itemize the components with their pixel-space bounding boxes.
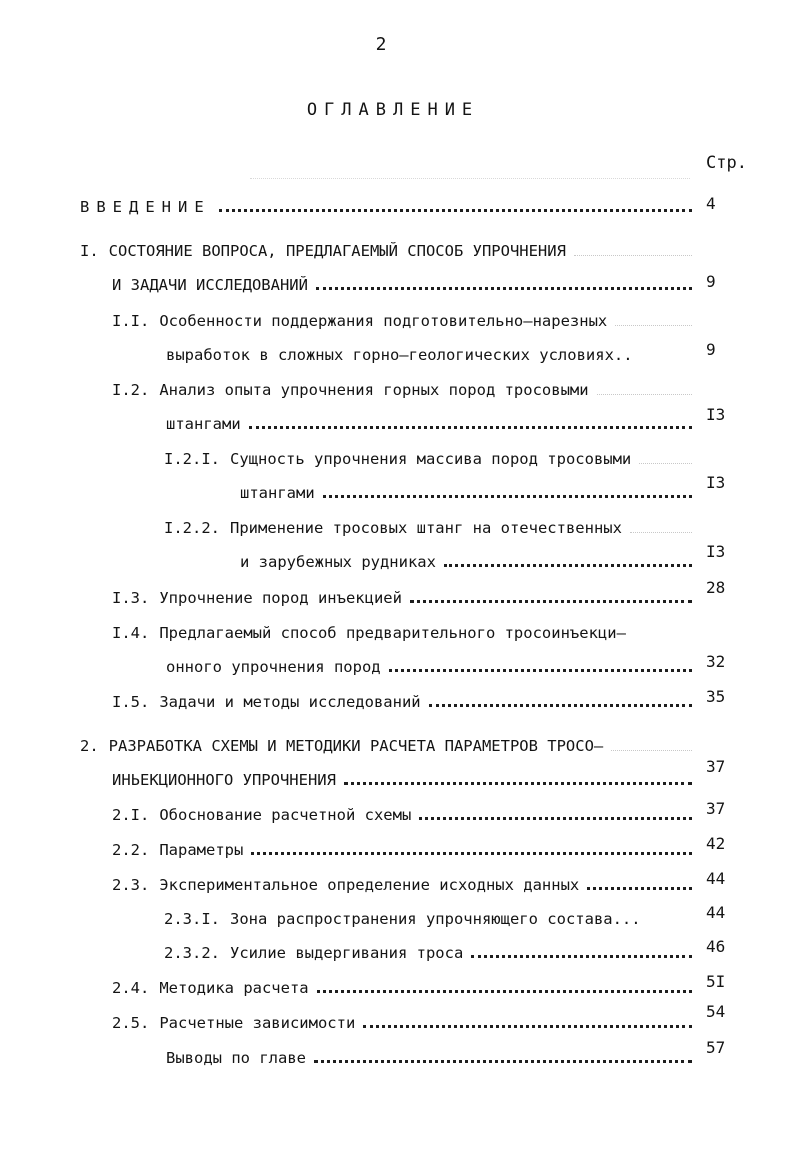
toc-entry-1-4-cont[interactable] [166, 654, 692, 676]
dot-leader [219, 201, 692, 212]
dot-leader [314, 1052, 692, 1063]
toc-page-number: 4 [706, 194, 716, 213]
toc-entry-text: Выводы по главе [166, 1049, 306, 1067]
dot-leader [410, 592, 692, 603]
toc-page-number: 46 [706, 937, 726, 956]
toc-page-number: 37 [706, 799, 726, 818]
toc-entry-number: 2.5. [112, 1014, 150, 1032]
toc-entry-text: Упрочнение пород инъекцией [159, 589, 402, 607]
toc-entry-text: Параметры [159, 841, 244, 859]
toc-entry-text: штангами [240, 484, 315, 502]
toc-entry-number: 2. [80, 737, 99, 755]
toc-entry-chapter-1[interactable] [80, 238, 692, 260]
dot-leader [419, 809, 692, 820]
toc-page-number: 28 [706, 578, 726, 597]
toc-entry-2-4[interactable] [112, 975, 692, 997]
toc-entry-1-2-2-cont[interactable] [240, 549, 692, 571]
toc-entry-text: штангами [166, 415, 241, 433]
toc-entry-1-2-2[interactable] [164, 515, 692, 537]
toc-entry-text: Задачи и методы исследований [159, 693, 421, 711]
toc-entry-text: Методика расчета [159, 979, 309, 997]
toc-entry-1-1[interactable] [112, 308, 692, 330]
toc-entry-conclusions[interactable] [166, 1045, 692, 1067]
dot-leader [344, 774, 692, 785]
toc-page-number: 9 [706, 340, 716, 359]
dot-leader [615, 317, 692, 326]
toc-entry-text: Экспериментальное определение исходных данных [159, 876, 580, 894]
toc-entry-chapter-2-cont[interactable] [112, 767, 692, 789]
toc-entry-number: I.I. [112, 312, 150, 330]
toc-entry-2-2[interactable] [112, 837, 692, 859]
toc-entry-1-4[interactable] [112, 620, 692, 642]
toc-entry-text: Предлагаемый способ предварительного тросоинъекци– [159, 624, 626, 642]
dot-leader [316, 279, 692, 290]
toc-entry-text: И ЗАДАЧИ ИССЛЕДОВАНИЙ [112, 276, 308, 294]
toc-entry-number: I. [80, 242, 99, 260]
toc-entry-text: ИНЬЕКЦИОННОГО УПРОЧНЕНИЯ [112, 771, 336, 789]
toc-entry-number: 2.4. [112, 979, 150, 997]
dot-leader [444, 556, 692, 567]
dot-leader [597, 386, 692, 395]
toc-entry-chapter-2[interactable] [80, 733, 692, 755]
toc-entry-2-1[interactable] [112, 802, 692, 824]
dot-leader [587, 879, 692, 890]
dot-leader [323, 487, 692, 498]
toc-entry-number: I.3. [112, 589, 150, 607]
toc-entry-chapter-1-cont[interactable] [112, 272, 692, 294]
toc-entry-1-5[interactable] [112, 689, 692, 711]
page-column-label: Стр. [706, 153, 747, 173]
toc-page-number: 54 [706, 1002, 726, 1021]
toc-entry-2-3-1[interactable] [164, 906, 692, 928]
toc-entry-number: 2.I. [112, 806, 150, 824]
toc-entry-text: Анализ опыта упрочнения горных пород тросовыми [159, 381, 589, 399]
toc-entry-text: СОСТОЯНИЕ ВОПРОСА, ПРЕДЛАГАЕМЫЙ СПОСОБ УПРОЧНЕНИЯ [108, 242, 566, 260]
toc-entry-text: онного упрочнения пород [166, 658, 381, 676]
dot-leader [471, 947, 692, 958]
page-number: 2 [375, 34, 387, 55]
toc-entry-number: 2.3. [112, 876, 150, 894]
toc-page-number: 35 [706, 687, 726, 706]
toc-page-number: 37 [706, 757, 726, 776]
toc-page-number: 5I [706, 972, 726, 991]
toc-entry-text: Применение тросовых штанг на отечественных [230, 519, 622, 537]
toc-entry-2-5[interactable] [112, 1010, 692, 1032]
dot-leader [639, 455, 692, 464]
toc-entry-text: Зона распространения упрочняющего состава... [230, 910, 641, 928]
toc-entry-text: Особенности поддержания подготовительно–нарезных [159, 312, 608, 330]
faint-dot-line [250, 170, 690, 179]
toc-entry-text: и зарубежных рудниках [240, 553, 436, 571]
toc-page-number: 9 [706, 272, 716, 291]
toc-page-number: 57 [706, 1038, 726, 1057]
toc-entry-1-2[interactable] [112, 377, 692, 399]
toc-entry-1-1-cont[interactable] [166, 342, 692, 364]
toc-entry-number: I.5. [112, 693, 150, 711]
toc-page-number: 44 [706, 869, 726, 888]
toc-entry-text: РАЗРАБОТКА СХЕМЫ И МЕТОДИКИ РАСЧЕТА ПАРАМЕТРОВ ТРОСО– [108, 737, 604, 755]
dot-leader [249, 418, 692, 429]
toc-page-number: I3 [706, 405, 726, 424]
toc-entry-text: Усилие выдергивания троса [230, 944, 464, 962]
dot-leader [363, 1017, 692, 1028]
toc-entry-text: Обоснование расчетной схемы [159, 806, 412, 824]
dot-leader [630, 524, 692, 533]
toc-entry-number: 2.3.I. [164, 910, 220, 928]
dot-leader [251, 844, 692, 855]
toc-entry-1-2-cont[interactable] [166, 411, 692, 433]
dot-leader [389, 661, 692, 672]
toc-entry-text: Сущность упрочнения массива пород тросовыми [230, 450, 632, 468]
toc-page-number: 44 [706, 903, 726, 922]
toc-title: ОГЛАВЛЕНИЕ [306, 100, 480, 120]
toc-entry-number: 2.2. [112, 841, 150, 859]
toc-page-number: 42 [706, 834, 726, 853]
toc-entry-intro[interactable] [80, 194, 692, 216]
toc-entry-1-2-1-cont[interactable] [240, 480, 692, 502]
toc-entry-number: I.2.I. [164, 450, 220, 468]
toc-entry-number: I.2.2. [164, 519, 220, 537]
toc-entry-1-3[interactable] [112, 585, 692, 607]
dot-leader [611, 742, 692, 751]
toc-entry-text: Расчетные зависимости [159, 1014, 356, 1032]
dot-leader [574, 247, 692, 256]
toc-entry-text: выработок в сложных горно–геологических условиях.. [166, 346, 633, 364]
toc-entry-number: I.4. [112, 624, 150, 642]
toc-entry-text: ВВЕДЕНИЕ [80, 198, 211, 216]
toc-entry-2-3-2[interactable] [164, 940, 692, 962]
toc-page-number: I3 [706, 542, 726, 561]
toc-entry-number: 2.3.2. [164, 944, 220, 962]
dot-leader [429, 696, 692, 707]
dot-leader [317, 982, 692, 993]
toc-page-number: I3 [706, 473, 726, 492]
toc-entry-1-2-1[interactable] [164, 446, 692, 468]
toc-entry-number: I.2. [112, 381, 150, 399]
toc-entry-2-3[interactable] [112, 872, 692, 894]
toc-page-number: 32 [706, 652, 726, 671]
